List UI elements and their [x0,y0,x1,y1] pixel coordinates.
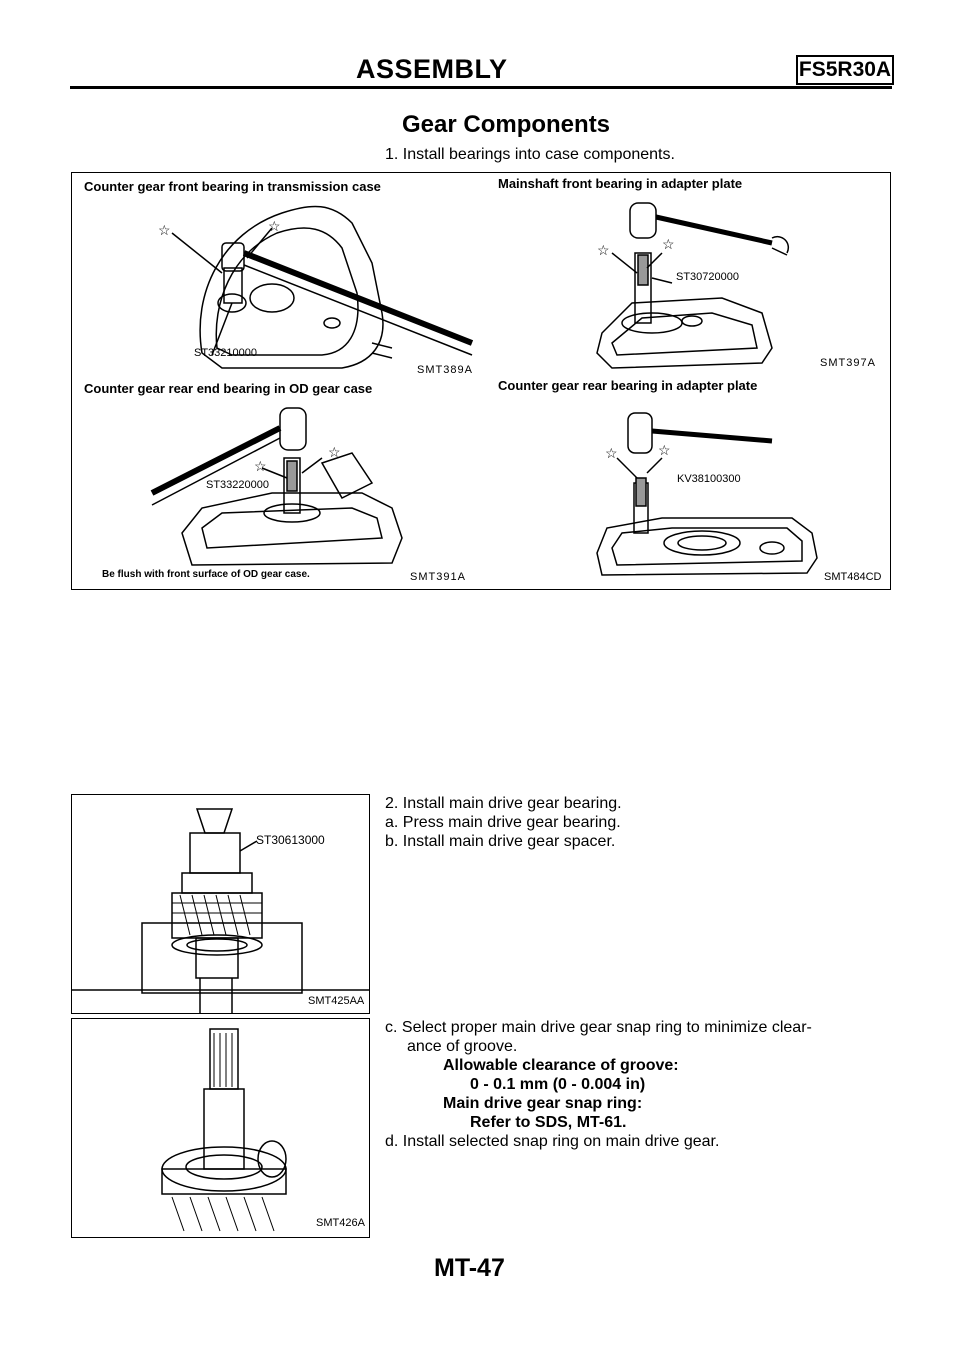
star-marker-icon: ☆ [328,444,341,460]
snap-ring-figure [71,1018,370,1238]
panel-transmission-case-drawing [172,206,472,368]
snap-ring-spec-value: Refer to SDS, MT-61. [470,1114,627,1131]
step-2-line-b: b. Install main drive gear spacer. [385,833,616,850]
star-marker-icon: ☆ [662,236,675,252]
snap-ring-figure-code: SMT426A [316,1217,365,1229]
star-marker-icon: ☆ [268,218,281,234]
step-1-text: 1. Install bearings into case components. [385,146,675,163]
star-marker-icon: ☆ [597,242,610,258]
step-2-line-a: a. Press main drive gear bearing. [385,814,621,831]
step-3-line-d: d. Install selected snap ring on main drive gear. [385,1133,720,1150]
snap-ring-spec-label: Main drive gear snap ring: [443,1095,643,1112]
panel-3-caption: Counter gear rear end bearing in OD gear case [84,381,373,396]
step-2-line-1: 2. Install main drive gear bearing. [385,795,622,812]
header-section-title: ASSEMBLY [356,54,508,84]
star-marker-icon: ☆ [605,445,618,461]
panel-4-tool: KV38100300 [677,473,741,485]
drive-gear-tool: ST30613000 [256,833,325,847]
panel-1-tool: ST33210000 [194,347,257,359]
panel-3-tool: ST33220000 [206,479,269,491]
panel-3-note: Be flush with front surface of OD gear case. [102,569,310,580]
page-number: MT-47 [434,1254,505,1282]
panel-4-code: SMT484CD [824,571,882,583]
panel-4-caption: Counter gear rear bearing in adapter plate [498,378,758,393]
panel-2-tool: ST30720000 [676,271,739,283]
model-badge: FS5R30A [796,55,894,85]
panel-od-gear-case-drawing [152,408,402,565]
panel-2-code: SMT397A [820,357,876,369]
panel-3-code: SMT391A [410,571,466,583]
bearing-install-figure [71,172,891,590]
panel-1-code: SMT389A [417,364,473,376]
panel-adapter-plate-rear-drawing [597,413,817,575]
star-marker-icon: ☆ [158,222,171,238]
star-marker-icon: ☆ [658,442,671,458]
clearance-spec-value: 0 - 0.1 mm (0 - 0.004 in) [470,1076,646,1093]
panel-1-caption: Counter gear front bearing in transmission case [84,179,381,194]
clearance-spec-label: Allowable clearance of groove: [443,1057,679,1074]
drive-gear-bearing-figure [71,794,370,1014]
star-marker-icon: ☆ [254,458,267,474]
drive-gear-figure-code: SMT425AA [308,995,365,1007]
panel-adapter-plate-drawing [597,203,788,368]
step-3-line-c-cont: ance of groove. [407,1038,518,1055]
snap-ring-illustration [72,1019,369,1237]
header-divider [70,86,892,89]
step-3-line-c: c. Select proper main drive gear snap ring to minimize clear- [385,1019,812,1036]
panel-2-caption: Mainshaft front bearing in adapter plate [498,176,743,191]
drive-gear-bearing-illustration [72,795,369,1013]
page-title: Gear Components [402,111,611,138]
